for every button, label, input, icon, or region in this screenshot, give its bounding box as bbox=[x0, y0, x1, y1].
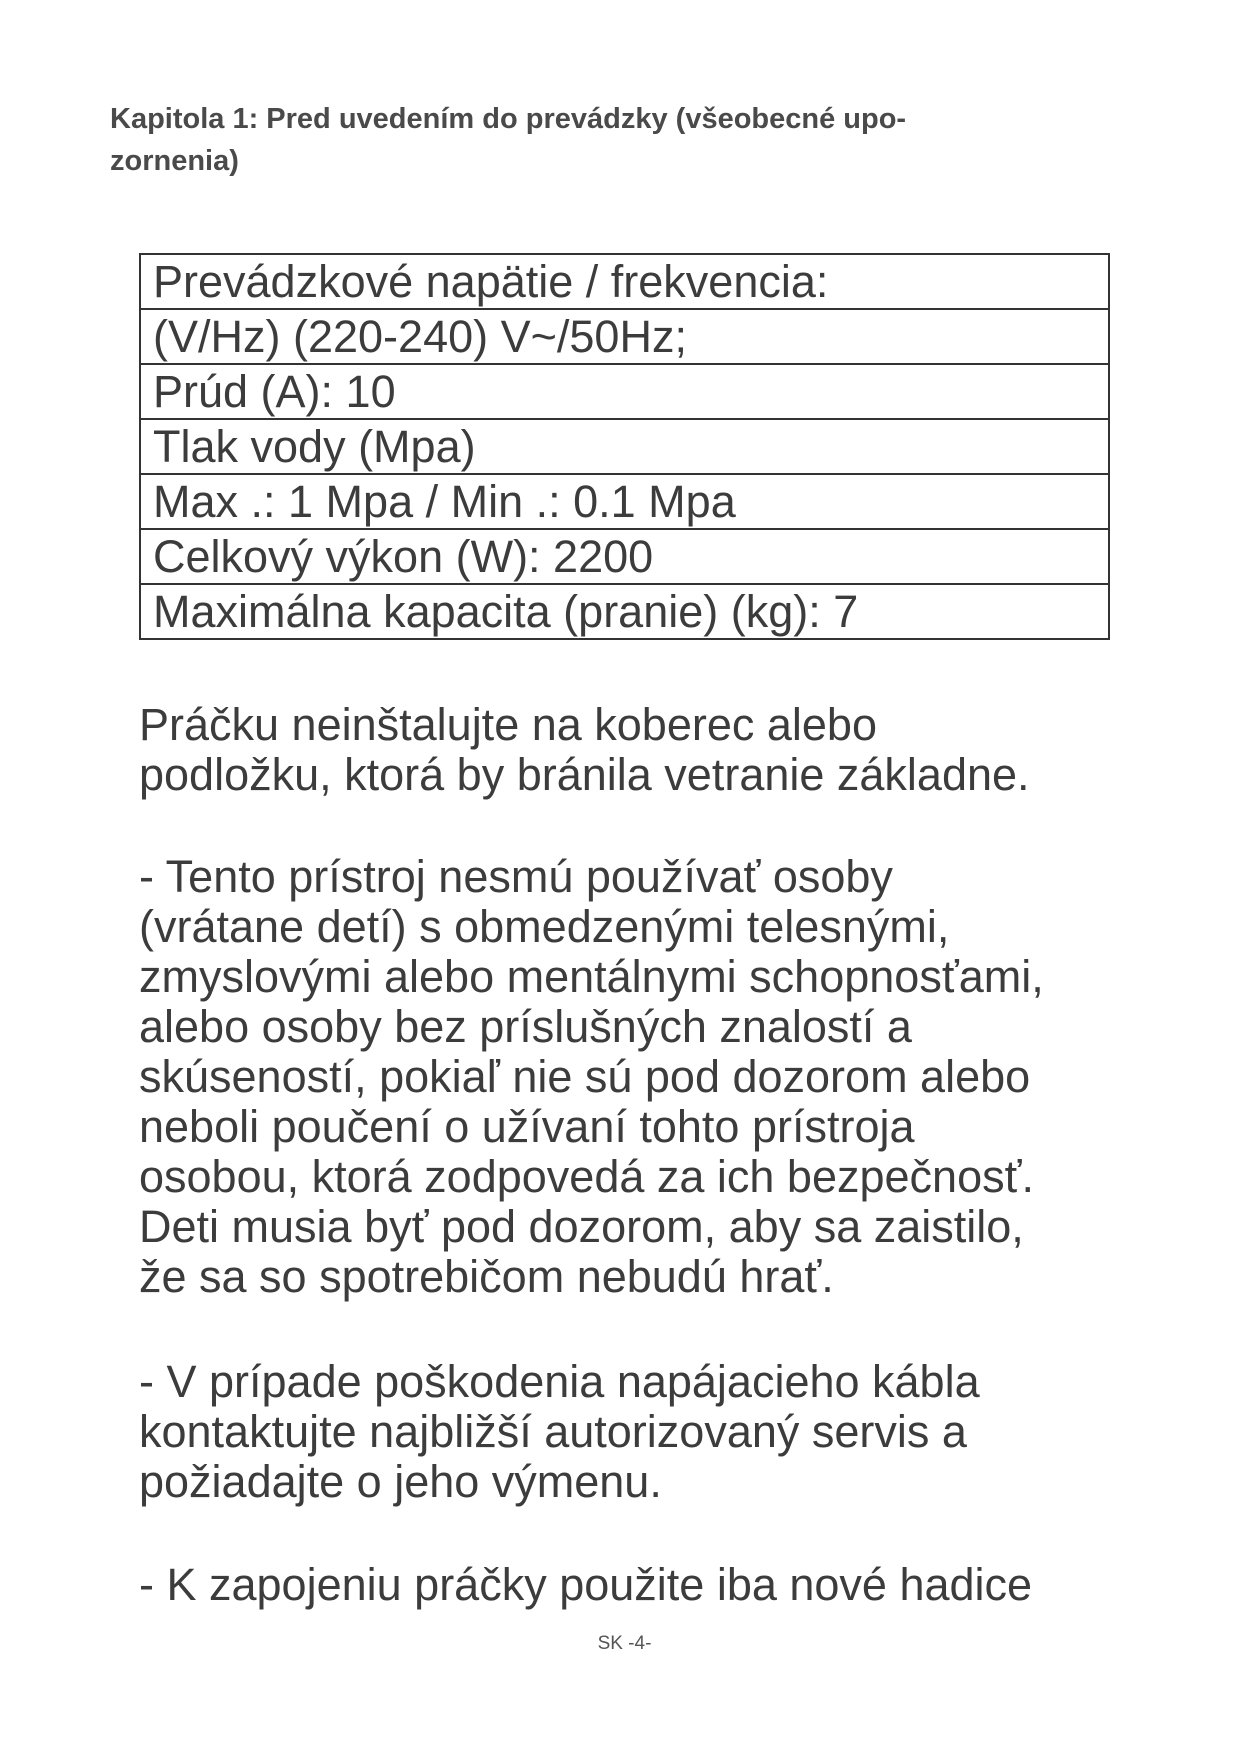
chapter-title-line-1: Kapitola 1: Pred uvedením do prevádzky (všeobecné upo- bbox=[110, 103, 907, 135]
table-row bbox=[140, 309, 1109, 364]
text-line: neboli poučení o užívaní tohto prístroja bbox=[139, 1101, 915, 1152]
chapter-title bbox=[110, 98, 1110, 182]
text-line: skúseností, pokiaľ nie sú pod dozorom alebo bbox=[139, 1051, 1031, 1102]
spec-max-capacity: Maximálna kapacita (pranie) (kg): 7 bbox=[140, 584, 1109, 639]
specification-table bbox=[139, 253, 1110, 640]
table-row bbox=[140, 474, 1109, 529]
text-line: - V prípade poškodenia napájacieho kábla bbox=[139, 1356, 980, 1407]
paragraph-carpet-warning bbox=[139, 700, 1139, 800]
text-line: Deti musia byť pod dozorom, aby sa zaistilo, bbox=[139, 1201, 1024, 1252]
text-line: (vrátane detí) s obmedzenými telesnými, bbox=[139, 901, 950, 952]
table-row bbox=[140, 364, 1109, 419]
page-number: SK -4- bbox=[597, 1633, 652, 1654]
spec-voltage-frequency-value: (V/Hz) (220-240) V~/50Hz; bbox=[140, 309, 1109, 364]
spec-current: Prúd (A): 10 bbox=[140, 364, 1109, 419]
page-footer bbox=[0, 1633, 1241, 1655]
spec-total-power: Celkový výkon (W): 2200 bbox=[140, 529, 1109, 584]
table-row bbox=[140, 584, 1109, 639]
spec-water-pressure-range: Max .: 1 Mpa / Min .: 0.1 Mpa bbox=[140, 474, 1109, 529]
text-line: Práčku neinštalujte na koberec alebo bbox=[139, 699, 877, 750]
paragraph-persons-warning bbox=[139, 852, 1139, 1302]
text-line: - Tento prístroj nesmú používať osoby bbox=[139, 851, 893, 902]
text-line: alebo osoby bez príslušných znalostí a bbox=[139, 1001, 912, 1052]
text-line: zmyslovými alebo mentálnymi schopnosťami, bbox=[139, 951, 1044, 1002]
paragraph-hoses-warning bbox=[139, 1560, 1139, 1610]
table-row bbox=[140, 419, 1109, 474]
spec-voltage-frequency-label: Prevádzkové napätie / frekvencia: bbox=[140, 254, 1109, 309]
text-line: kontaktujte najbližší autorizovaný servis a bbox=[139, 1406, 967, 1457]
paragraph-cable-warning bbox=[139, 1357, 1139, 1507]
spec-water-pressure-label: Tlak vody (Mpa) bbox=[140, 419, 1109, 474]
text-line: požiadajte o jeho výmenu. bbox=[139, 1456, 662, 1507]
table-row bbox=[140, 254, 1109, 309]
text-line: - K zapojeniu práčky použite iba nové hadice bbox=[139, 1559, 1033, 1610]
text-line: že sa so spotrebičom nebudú hrať. bbox=[139, 1251, 834, 1302]
table-row bbox=[140, 529, 1109, 584]
chapter-title-line-2: zornenia) bbox=[110, 145, 239, 177]
text-line: podložku, ktorá by bránila vetranie základne. bbox=[139, 749, 1030, 800]
text-line: osobou, ktorá zodpovedá za ich bezpečnosť. bbox=[139, 1151, 1034, 1202]
